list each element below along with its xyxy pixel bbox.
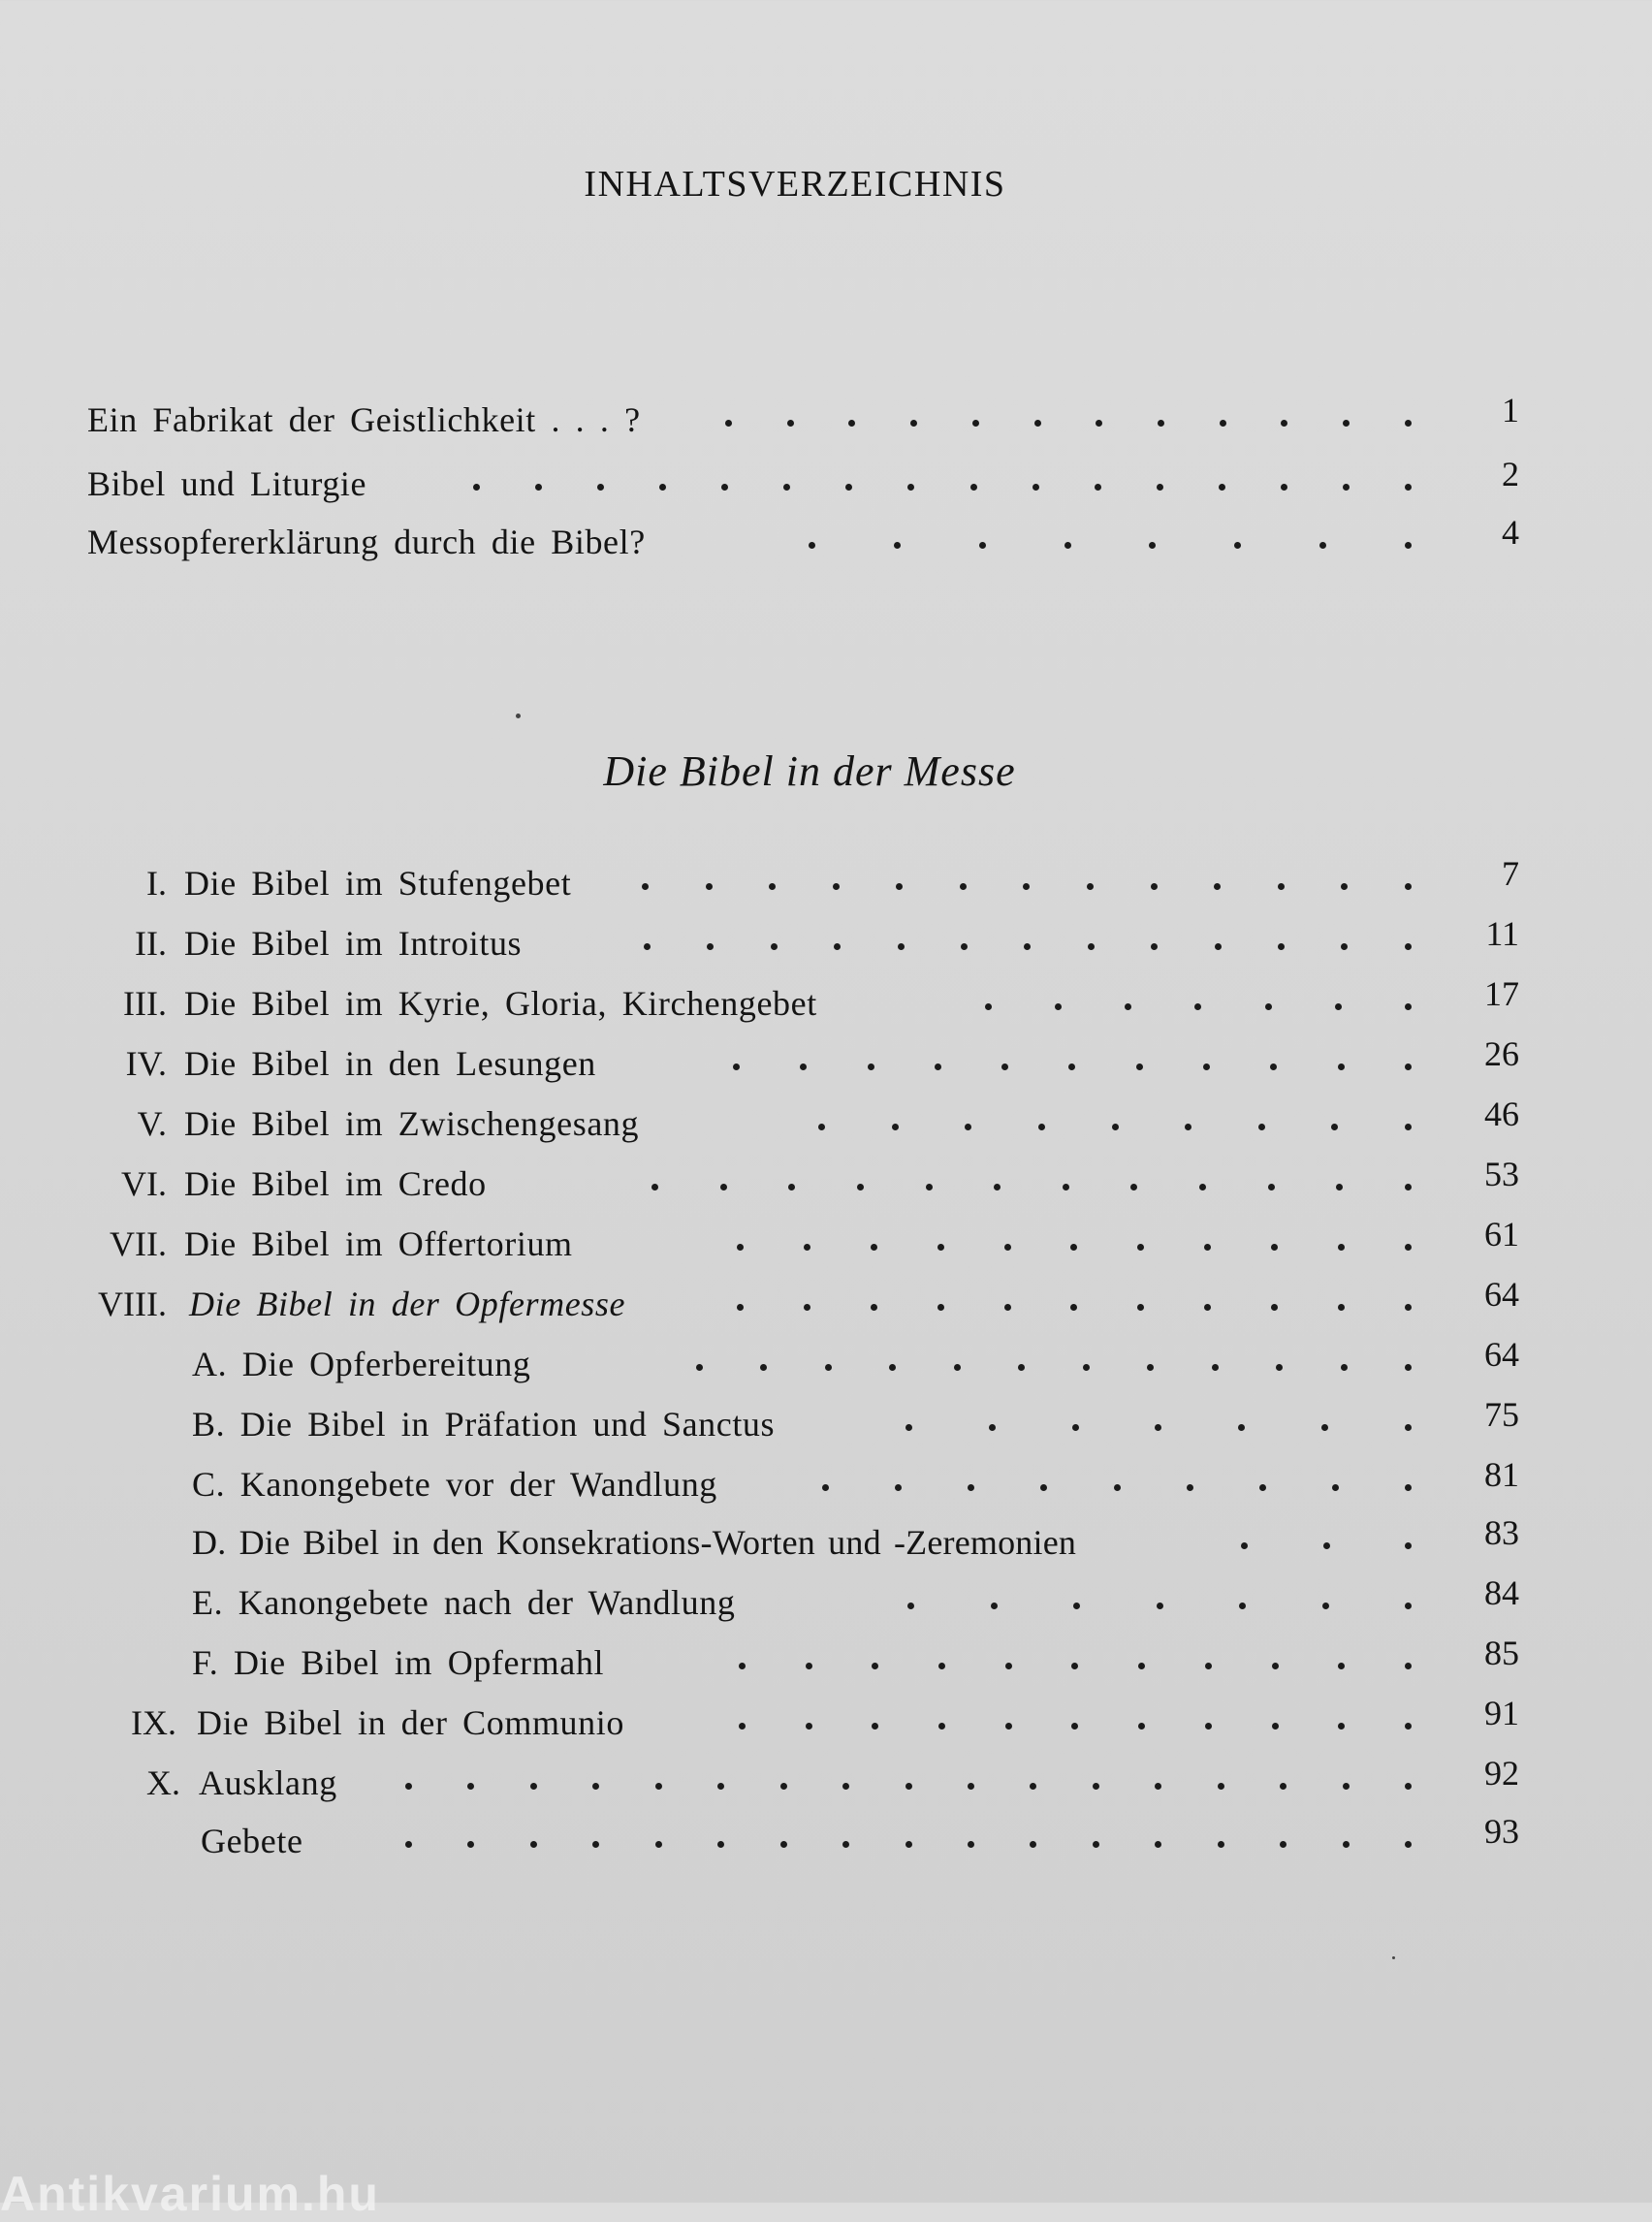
chapter-page: 85 [1484,1634,1519,1672]
prayers-label: Gebete [201,1822,303,1860]
chapter-number: III. [123,984,167,1023]
chapter-page: 17 [1484,974,1519,1013]
leader-dots [642,855,1412,890]
toc-subchapter-c [0,1456,1652,1512]
leader-dots [739,1635,1412,1669]
subchapter-label: E. Kanongebete nach der Wandlung [192,1583,736,1622]
section-heading: Die Bibel in der Messe [603,747,1016,795]
chapter-page: 26 [1484,1034,1519,1073]
toc-entry-page: 1 [1502,391,1519,429]
subchapter-label: C. Kanongebete vor der Wandlung [192,1465,717,1504]
subchapter-label: B. Die Bibel in Präfation und Sanctus [192,1405,776,1444]
leader-dots [907,1574,1412,1609]
chapter-page: 64 [1484,1275,1519,1314]
toc-entry-intro-3 [0,514,1652,570]
chapter-label: Die Bibel in den Lesungen [184,1044,596,1083]
leader-dots [739,1695,1412,1730]
chapter-page: 53 [1484,1155,1519,1193]
chapter-page: 7 [1502,854,1519,893]
leader-dots [473,456,1412,491]
leader-dots [905,1396,1412,1431]
leader-dots [809,514,1412,549]
toc-entry-intro-2 [0,456,1652,512]
chapter-label: Ausklang [199,1763,337,1802]
toc-entry-page: 2 [1502,455,1519,493]
leader-dots [737,1216,1412,1251]
toc-entry-page: 4 [1502,513,1519,552]
chapter-page: 81 [1484,1455,1519,1494]
chapter-number: VI. [121,1164,167,1203]
leader-dots [818,1095,1412,1130]
chapter-label: Die Bibel im Credo [184,1164,487,1203]
chapter-page: 46 [1484,1095,1519,1133]
toc-chapter-9 [0,1695,1652,1751]
chapter-page: 75 [1484,1395,1519,1434]
toc-subchapter-d [0,1514,1652,1571]
toc-entry-intro-1 [0,392,1652,448]
chapter-page: 84 [1484,1573,1519,1612]
leader-dots [733,1035,1412,1070]
leader-dots [1241,1514,1412,1549]
chapter-page: 83 [1484,1513,1519,1552]
toc-chapter-3 [0,975,1652,1032]
chapter-number: V. [137,1104,167,1143]
toc-chapter-8 [0,1276,1652,1332]
leader-dots [725,392,1412,427]
chapter-page: 91 [1484,1694,1519,1732]
paper-speck [516,714,521,718]
chapter-label: Die Bibel im Offertorium [184,1224,573,1263]
chapter-number: II. [135,924,167,963]
chapter-number: IX. [131,1703,176,1742]
toc-chapter-4 [0,1035,1652,1092]
chapter-page: 61 [1484,1215,1519,1254]
toc-chapter-10 [0,1755,1652,1811]
paper-speck [1392,1956,1395,1959]
chapter-page: 93 [1484,1812,1519,1851]
toc-chapter-2 [0,915,1652,971]
toc-prayers [0,1813,1652,1869]
chapter-number: VIII. [98,1285,167,1323]
subchapter-label: F. Die Bibel im Opfermahl [192,1643,605,1682]
chapter-label: Die Bibel in der Opfermesse [189,1285,626,1323]
toc-entry-label: Bibel und Liturgie [87,464,367,503]
chapter-number: IV. [125,1044,167,1083]
leader-dots [737,1276,1412,1311]
leader-dots [822,1456,1412,1491]
subchapter-label: A. Die Opferbereitung [192,1345,531,1383]
chapter-label: Die Bibel im Introitus [184,924,523,963]
chapter-number: I. [146,864,167,903]
leader-dots [405,1755,1412,1790]
chapter-page: 64 [1484,1335,1519,1374]
toc-entry-label: Messopfererklärung durch die Bibel? [87,523,646,561]
chapter-number: X. [146,1763,180,1802]
leader-dots [644,915,1412,950]
subchapter-label: D. Die Bibel in den Konsekrations-Worten und -Zeremonien [192,1523,1077,1562]
toc-chapter-7 [0,1216,1652,1272]
toc-title: INHALTSVERZEICHNIS [584,164,1006,205]
toc-subchapter-e [0,1574,1652,1631]
toc-entry-label: Ein Fabrikat der Geistlichkeit . . . ? [87,400,641,439]
chapter-label: Die Bibel im Zwischengesang [184,1104,640,1143]
leader-dots [651,1156,1412,1190]
toc-subchapter-f [0,1635,1652,1691]
chapter-number: VII. [110,1224,167,1263]
chapter-label: Die Bibel im Kyrie, Gloria, Kirchengebet [184,984,817,1023]
toc-chapter-5 [0,1095,1652,1152]
chapter-page: 11 [1485,914,1519,953]
chapter-label: Die Bibel in der Communio [197,1703,624,1742]
chapter-page: 92 [1484,1754,1519,1793]
toc-chapter-6 [0,1156,1652,1212]
chapter-label: Die Bibel im Stufengebet [184,864,572,903]
toc-subchapter-a [0,1336,1652,1392]
leader-dots [696,1336,1412,1371]
leader-dots [405,1813,1412,1848]
watermark: Antikvarium.hu [0,2167,380,2221]
leader-dots [985,975,1412,1010]
toc-subchapter-b [0,1396,1652,1452]
toc-chapter-1 [0,855,1652,911]
